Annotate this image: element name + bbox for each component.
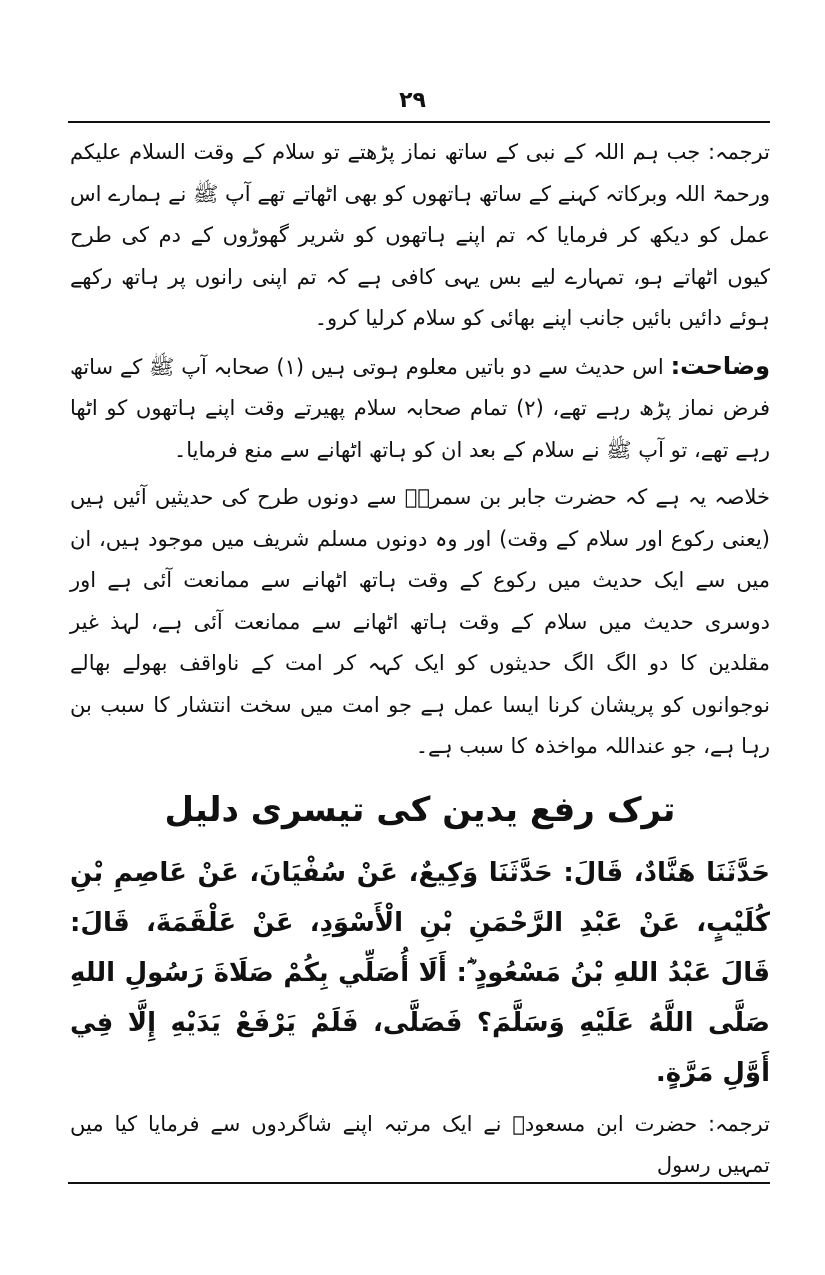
page-number: ۲۹ [399, 88, 426, 113]
hadith-arabic-text: حَدَّثَنَا هَنَّادٌ، قَالَ: حَدَّثَنَا وَكِيعٌ، عَنْ سُفْيَانَ، عَنْ عَاصِمِ بْنِ كُلَيْبٍ، عَنْ عَبْدِ الرَّحْمَنِ بْنِ الْأَسْوَدِ، عَنْ عَلْقَمَةَ، قَالَ: قَالَ عَبْدُ اللهِ بْنُ مَسْعُودٍ ؓ: أَلَا أُصَلِّي بِكُمْ صَلَاةَ رَسُولِ اللهِ صَلَّى اللَّهُ عَلَيْهِ وَسَلَّمَ؟ فَصَلَّى، فَلَمْ يَرْفَعْ يَدَيْهِ إِلَّا فِي أَوَّلِ مَرَّةٍ. [70, 857, 770, 1088]
explanation-paragraph [70, 346, 770, 472]
explanation-label: وضاحت: [670, 351, 770, 380]
page-body [70, 132, 770, 1187]
summary-paragraph: خلاصہ یہ ہے کہ حضرت جابر بن سمرہؓ سے دونوں طرح کی حدیثیں آئیں ہیں (یعنی رکوع اور سلام کے وقت) اور وہ دونوں مسلم شریف میں موجود ہیں، ان میں سے ایک حدیث میں رکوع کے وقت ہاتھ اٹھانے سے ممانعت آئی ہے اور دوسری حدیث میں سلام کے وقت ہاتھ اٹھانے سے ممانعت آئی ہے، لہذ غیر مقلدین کا دو الگ الگ حدیثوں کو ایک کہہ کر امت کے ناواقف بھولے بھالے نوجوانوں کو پریشان کرنا ایسا عمل ہے جو امت میں سخت انتشار کا سبب بن رہا ہے، جو عنداللہ مواخذہ کا سبب ہے۔ [70, 485, 770, 758]
footer-divider [68, 1182, 770, 1184]
translation-paragraph: ترجمہ: جب ہم اللہ کے نبی کے ساتھ نماز پڑھتے تو سلام کے وقت السلام علیکم ورحمۃ اللہ وبرکاتہ کہنے کے ساتھ ہاتھوں کو بھی اٹھاتے تھے آپ ﷺ نے ہمارے اس عمل کو دیکھ کر فرمایا کہ تم اپنے ہاتھوں کو شریر گھوڑوں کے دم کی طرح کیوں اٹھاتے ہو، تمہارے لیے بس یہی کافی ہے کہ تم اپنی رانوں پر ہاتھ رکھے ہوئے دائیں بائیں جانب اپنے بھائی کو سلام کرلیا کرو۔ [70, 140, 770, 330]
section-heading: ترک رفع یدین کی تیسری دلیل [164, 789, 676, 830]
header-divider [68, 121, 770, 123]
hadith-translation: ترجمہ: حضرت ابن مسعودؓ نے ایک مرتبہ اپنے شاگردوں سے فرمایا کیا میں تمہیں رسول [70, 1111, 770, 1177]
explanation-text: اس حدیث سے دو باتیں معلوم ہوتی ہیں (۱) صحابہ آپ ﷺ کے ساتھ فرض نماز پڑھ رہے تھے، (۲) تمام صحابہ سلام پھیرتے وقت اپنے ہاتھوں کو اٹھا رہے تھے، تو آپ ﷺ نے سلام کے بعد ان کو ہاتھ اٹھانے سے منع فرمایا۔ [70, 354, 770, 462]
